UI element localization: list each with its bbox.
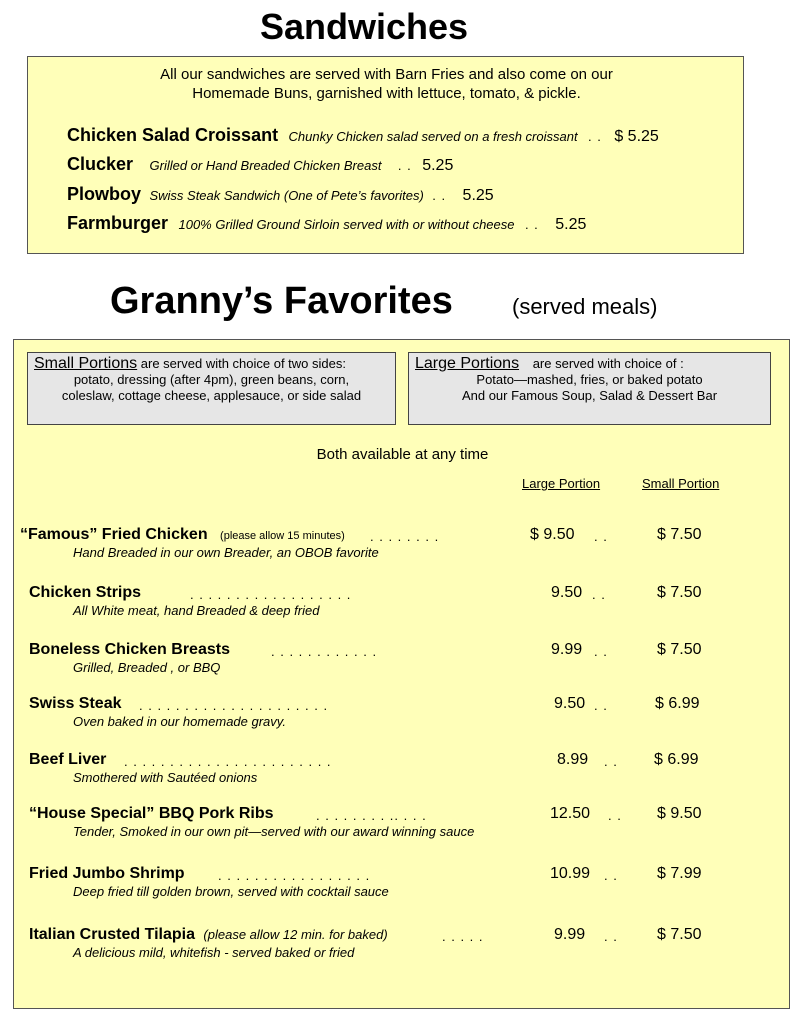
leader-dots: . . bbox=[604, 929, 618, 944]
menu-item bbox=[29, 641, 230, 675]
sandwich-intro bbox=[28, 65, 745, 103]
small-price: $ 7.50 bbox=[657, 641, 702, 658]
item-name: Boneless Chicken Breasts bbox=[29, 641, 230, 658]
leader-dots: . . . . . . . . .. . . . bbox=[316, 808, 427, 823]
sandwich-intro-line2: Homemade Buns, garnished with lettuce, tomato, & pickle. bbox=[192, 85, 581, 102]
sandwich-price: 5.25 bbox=[462, 187, 494, 204]
item-name: Italian Crusted Tilapia bbox=[29, 926, 195, 943]
leader-dots: . . . . . bbox=[442, 929, 484, 944]
menu-item bbox=[29, 926, 388, 960]
large-price: 12.50 bbox=[550, 805, 591, 822]
item-name: Chicken Strips bbox=[29, 584, 142, 601]
leader-dots: . . . . . . . . . . . . . . . . . bbox=[218, 868, 371, 883]
large-price: 9.50 bbox=[554, 695, 586, 712]
small-portions-text: are served with choice of two sides: bbox=[140, 356, 346, 371]
small-portion-header: Small Portion bbox=[642, 476, 720, 491]
large-portions-heading: Large Portions bbox=[415, 355, 520, 372]
small-portions-box bbox=[27, 352, 396, 425]
leader-dots: . . . . . . . . . . . . . . . . . . . . . bbox=[139, 698, 329, 713]
favorites-title: Granny’s Favorites bbox=[110, 280, 453, 322]
sandwich-intro-line1: All our sandwiches are served with Barn Fries and also come on our bbox=[160, 66, 613, 83]
large-portions-text: are served with choice of : bbox=[532, 356, 684, 371]
availability-note: Both available at any time bbox=[316, 446, 489, 463]
item-name: “Famous” Fried Chicken bbox=[20, 526, 208, 543]
sandwich-desc: Grilled or Hand Breaded Chicken Breast bbox=[149, 158, 382, 173]
leader-dots: . . bbox=[592, 587, 606, 602]
leader-dots: . . . . . . . . . . . . . . . . . . bbox=[190, 587, 352, 602]
item-desc: Smothered with Sautéed onions bbox=[73, 770, 258, 785]
sandwich-item bbox=[67, 125, 659, 146]
item-note: (please allow 12 min. for baked) bbox=[203, 927, 388, 942]
sandwich-price: 5.25 bbox=[422, 157, 454, 174]
sandwich-desc: Chunky Chicken salad served on a fresh croissant bbox=[288, 129, 578, 144]
leader-dots: . . bbox=[594, 644, 608, 659]
large-price: $ 9.50 bbox=[530, 526, 575, 543]
item-desc: Deep fried till golden brown, served with cocktail sauce bbox=[73, 884, 389, 899]
item-desc: Oven baked in our homemade gravy. bbox=[73, 714, 286, 729]
sandwich-name: Plowboy bbox=[67, 184, 142, 204]
leader-dots: . . . . . . . . . . . . . . . . . . . . . . . bbox=[124, 754, 332, 769]
sandwich-desc: Swiss Steak Sandwich (One of Pete’s favorites) bbox=[149, 188, 424, 203]
sandwich-name: Farmburger bbox=[67, 213, 169, 233]
large-price: 10.99 bbox=[550, 865, 591, 882]
leader-dots: . . bbox=[588, 129, 602, 144]
favorites-subtitle: (served meals) bbox=[512, 294, 658, 319]
item-name: Swiss Steak bbox=[29, 695, 122, 712]
large-portions-potato: Potato—mashed, fries, or baked potato bbox=[476, 372, 703, 387]
leader-dots: . . bbox=[604, 868, 618, 883]
leader-dots: . . bbox=[432, 188, 447, 203]
large-portions-box bbox=[408, 352, 771, 425]
leader-dots: . . bbox=[594, 698, 608, 713]
small-price: $ 7.99 bbox=[657, 865, 702, 882]
large-price: 9.99 bbox=[551, 641, 583, 658]
small-price: $ 7.50 bbox=[657, 526, 702, 543]
sandwiches-title: Sandwiches bbox=[259, 6, 469, 47]
large-price: 8.99 bbox=[557, 751, 589, 768]
small-portions-sides: potato, dressing (after 4pm), green beans, corn, bbox=[73, 372, 350, 387]
sandwich-name: Chicken Salad Croissant bbox=[67, 125, 279, 145]
large-price: 9.50 bbox=[551, 584, 583, 601]
large-portions-bar: And our Famous Soup, Salad & Dessert Bar bbox=[461, 388, 718, 403]
menu-item bbox=[20, 526, 379, 560]
item-name: Fried Jumbo Shrimp bbox=[29, 865, 185, 882]
large-portion-header: Large Portion bbox=[522, 476, 601, 491]
favorites-box bbox=[13, 339, 790, 1009]
small-price: $ 6.99 bbox=[655, 695, 700, 712]
item-name: Beef Liver bbox=[29, 751, 107, 768]
item-note: (please allow 15 minutes) bbox=[220, 530, 345, 542]
leader-dots: . . bbox=[397, 158, 412, 173]
leader-dots: . . bbox=[604, 754, 618, 769]
small-price: $ 7.50 bbox=[657, 926, 702, 943]
sandwich-item bbox=[67, 184, 494, 205]
item-desc: Grilled, Breaded , or BBQ bbox=[73, 660, 221, 675]
sandwich-item bbox=[67, 213, 586, 234]
leader-dots: . . . . . . . . . . . . bbox=[271, 644, 378, 659]
leader-dots: . . bbox=[594, 529, 608, 544]
large-price: 9.99 bbox=[554, 926, 586, 943]
sandwich-price: $ 5.25 bbox=[614, 128, 659, 145]
sandwich-name: Clucker bbox=[67, 154, 134, 174]
sandwich-item bbox=[67, 154, 453, 175]
sandwich-desc: 100% Grilled Ground Sirloin served with or without cheese bbox=[178, 217, 515, 232]
small-price: $ 9.50 bbox=[657, 805, 702, 822]
sandwiches-box bbox=[27, 56, 744, 254]
sandwich-price: 5.25 bbox=[555, 216, 587, 233]
leader-dots: . . bbox=[524, 217, 539, 232]
leader-dots: . . bbox=[608, 808, 622, 823]
item-desc: A delicious mild, whitefish - served baked or fried bbox=[73, 945, 355, 960]
item-name: “House Special” BBQ Pork Ribs bbox=[29, 805, 274, 822]
small-portions-sides-2: coleslaw, cottage cheese, applesauce, or side salad bbox=[61, 388, 362, 403]
item-desc: All White meat, hand Breaded & deep fried bbox=[73, 603, 320, 618]
small-price: $ 7.50 bbox=[657, 584, 702, 601]
item-desc: Hand Breaded in our own Breader, an OBOB favorite bbox=[73, 545, 379, 560]
small-price: $ 6.99 bbox=[654, 751, 699, 768]
small-portions-heading: Small Portions bbox=[34, 355, 138, 372]
item-desc: Tender, Smoked in our own pit—served with our award winning sauce bbox=[73, 824, 475, 839]
leader-dots: . . . . . . . . bbox=[370, 529, 440, 544]
